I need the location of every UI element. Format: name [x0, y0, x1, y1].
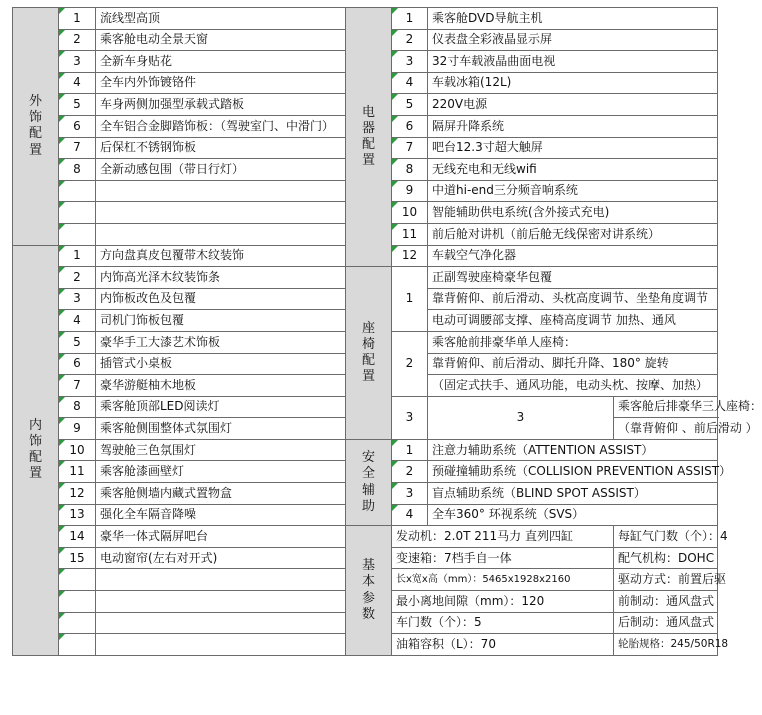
empty-cell	[59, 569, 96, 591]
safety-item-no: 1	[392, 439, 428, 461]
section-seats	[346, 267, 392, 440]
param-right: 每缸气门数（个）：4	[614, 526, 718, 548]
safety-item-no: 4	[392, 504, 428, 526]
param-left: 变速箱：7档手自一体	[392, 547, 614, 569]
electrical-item-no: 12	[392, 245, 428, 267]
safety-item: 盲点辅助系统（BLIND SPOT ASSIST）	[428, 483, 718, 505]
electrical-item: 车载冰箱(12L)	[428, 72, 718, 94]
interior-item-no: 7	[59, 375, 96, 397]
empty-cell	[59, 634, 96, 656]
exterior-item: 流线型高顶	[96, 8, 346, 30]
seat-spec-line: 电动可调腰部支撑、座椅高度调节 加热、通风	[428, 310, 718, 332]
safety-item-no: 3	[392, 483, 428, 505]
exterior-item-no: 2	[59, 29, 96, 51]
interior-item-no: 10	[59, 439, 96, 461]
electrical-item-no: 11	[392, 223, 428, 245]
interior-item-no: 11	[59, 461, 96, 483]
exterior-item: 后保杠不锈钢饰板	[96, 137, 346, 159]
param-left: 长x宽x高（mm）：5465x1928x2160	[392, 569, 614, 591]
electrical-item-no: 7	[392, 137, 428, 159]
param-left: 发动机：2.0T 211马力 直列四缸	[392, 526, 614, 548]
seat-spec-line: 正副驾驶座椅豪华包覆	[428, 267, 718, 289]
empty-cell	[96, 202, 346, 224]
interior-item-no: 9	[59, 418, 96, 440]
electrical-item-no: 2	[392, 29, 428, 51]
seat-spec-line: 乘客舱前排豪华单人座椅：	[428, 331, 718, 353]
param-left: 车门数（个）：5	[392, 612, 614, 634]
safety-item: 注意力辅助系统（ATTENTION ASSIST）	[428, 439, 718, 461]
empty-cell	[96, 180, 346, 202]
exterior-item-no: 7	[59, 137, 96, 159]
empty-cell	[96, 591, 346, 613]
safety-item-no: 2	[392, 461, 428, 483]
interior-item: 驾驶舱三色氛围灯	[96, 439, 346, 461]
interior-item-no: 4	[59, 310, 96, 332]
exterior-item: 全新车身贴花	[96, 51, 346, 73]
interior-item-no: 1	[59, 245, 96, 267]
seat-group-no: 3	[392, 396, 428, 439]
section-seats-label: 座椅配置	[361, 320, 375, 385]
section-exterior-label: 外饰配置	[28, 93, 42, 158]
electrical-item: 仪表盘全彩液晶显示屏	[428, 29, 718, 51]
section-interior	[13, 245, 59, 655]
interior-item: 乘客舱侧墙内藏式置物盒	[96, 483, 346, 505]
interior-item: 豪华手工大漆艺术饰板	[96, 331, 346, 353]
empty-cell	[96, 612, 346, 634]
param-right: 配气机构：DOHC	[614, 547, 718, 569]
configuration-table	[12, 7, 762, 656]
param-left: 油箱容积（L）：70	[392, 634, 614, 656]
interior-item: 豪华游艇柚木地板	[96, 375, 346, 397]
empty-cell	[96, 569, 346, 591]
electrical-item-no: 3	[392, 51, 428, 73]
empty-cell	[59, 223, 96, 245]
interior-item-no: 6	[59, 353, 96, 375]
interior-item: 豪华一体式隔屏吧台	[96, 526, 346, 548]
exterior-item-no: 8	[59, 159, 96, 181]
interior-item: 内饰高光泽木纹装饰条	[96, 267, 346, 289]
param-right: 驱动方式：前置后驱	[614, 569, 718, 591]
section-electrical-label: 电器配置	[361, 104, 375, 169]
electrical-item: 无线充电和无线wifi	[428, 159, 718, 181]
seat-spec-line: 靠背俯仰、前后滑动、头枕高度调节、坐垫角度调节	[428, 288, 718, 310]
electrical-item: 智能辅助供电系统(含外接式充电)	[428, 202, 718, 224]
section-safety	[346, 439, 392, 525]
interior-item: 乘客舱侧围整体式氛围灯	[96, 418, 346, 440]
electrical-item-no: 6	[392, 115, 428, 137]
interior-item-no: 2	[59, 267, 96, 289]
interior-item-no: 13	[59, 504, 96, 526]
electrical-item: 乘客舱DVD导航主机	[428, 8, 718, 30]
interior-item: 乘客舱漆画壁灯	[96, 461, 346, 483]
electrical-item: 隔屏升降系统	[428, 115, 718, 137]
param-right: 前制动：通风盘式	[614, 591, 718, 613]
safety-item: 全车360° 环视系统（SVS）	[428, 504, 718, 526]
exterior-item: 车身两侧加强型承载式踏板	[96, 94, 346, 116]
seat-spec-line: （靠背俯仰 、前后滑动 ）	[614, 418, 718, 440]
electrical-item-no: 9	[392, 180, 428, 202]
seat-group-no: 2	[392, 331, 428, 396]
interior-item: 插管式小桌板	[96, 353, 346, 375]
interior-item-no: 14	[59, 526, 96, 548]
electrical-item: 32寸车载液晶曲面电视	[428, 51, 718, 73]
exterior-item: 全车铝合金脚踏饰板：（驾驶室门、中滑门）	[96, 115, 346, 137]
seat-spec-line: 靠背俯仰、前后滑动、脚托升降、180° 旋转	[428, 353, 718, 375]
section-safety-label: 安全辅助	[361, 450, 375, 514]
section-exterior	[13, 8, 59, 246]
exterior-item-no: 4	[59, 72, 96, 94]
exterior-item-no: 6	[59, 115, 96, 137]
section-electrical	[346, 8, 392, 267]
electrical-item: 吧台12.3寸超大触屏	[428, 137, 718, 159]
electrical-item: 前后舱对讲机（前后舱无线保密对讲系统）	[428, 223, 718, 245]
electrical-item-no: 10	[392, 202, 428, 224]
section-interior-label: 内饰配置	[28, 417, 42, 482]
electrical-item: 中道hi-end三分频音响系统	[428, 180, 718, 202]
electrical-item-no: 8	[392, 159, 428, 181]
seat-group-no: 3	[428, 396, 614, 439]
exterior-item: 全车内外饰镀铬件	[96, 72, 346, 94]
empty-cell	[59, 591, 96, 613]
electrical-item-no: 4	[392, 72, 428, 94]
param-left: 最小离地间隙（mm）：120	[392, 591, 614, 613]
exterior-item-no: 3	[59, 51, 96, 73]
interior-item: 方向盘真皮包覆带木纹装饰	[96, 245, 346, 267]
interior-item: 内饰板改色及包覆	[96, 288, 346, 310]
interior-item-no: 12	[59, 483, 96, 505]
param-right: 轮胎规格：245/50R18	[614, 634, 718, 656]
electrical-item-no: 5	[392, 94, 428, 116]
interior-item: 司机门饰板包覆	[96, 310, 346, 332]
empty-cell	[59, 180, 96, 202]
empty-cell	[59, 202, 96, 224]
exterior-item: 乘客舱电动全景天窗	[96, 29, 346, 51]
interior-item-no: 5	[59, 331, 96, 353]
interior-item: 强化全车隔音降噪	[96, 504, 346, 526]
section-basic	[346, 526, 392, 656]
electrical-item: 车载空气净化器	[428, 245, 718, 267]
exterior-item: 全新动感包围（带日行灯）	[96, 159, 346, 181]
exterior-item-no: 5	[59, 94, 96, 116]
interior-item-no: 3	[59, 288, 96, 310]
seat-spec-line: 乘客舱后排豪华三人座椅：	[614, 396, 718, 418]
empty-cell	[96, 634, 346, 656]
interior-item: 电动窗帘(左右对开式)	[96, 547, 346, 569]
interior-item: 乘客舱顶部LED阅读灯	[96, 396, 346, 418]
empty-cell	[59, 612, 96, 634]
section-basic-label: 基本参数	[361, 558, 375, 622]
seat-group-no: 1	[392, 267, 428, 332]
interior-item-no: 15	[59, 547, 96, 569]
interior-item-no: 8	[59, 396, 96, 418]
exterior-item-no: 1	[59, 8, 96, 30]
empty-cell	[96, 223, 346, 245]
electrical-item-no: 1	[392, 8, 428, 30]
seat-spec-line: （固定式扶手、通风功能，电动头枕、按摩、加热）	[428, 375, 718, 397]
param-right: 后制动：通风盘式	[614, 612, 718, 634]
electrical-item: 220V电源	[428, 94, 718, 116]
safety-item: 预碰撞辅助系统（COLLISION PREVENTION ASSIST）	[428, 461, 718, 483]
